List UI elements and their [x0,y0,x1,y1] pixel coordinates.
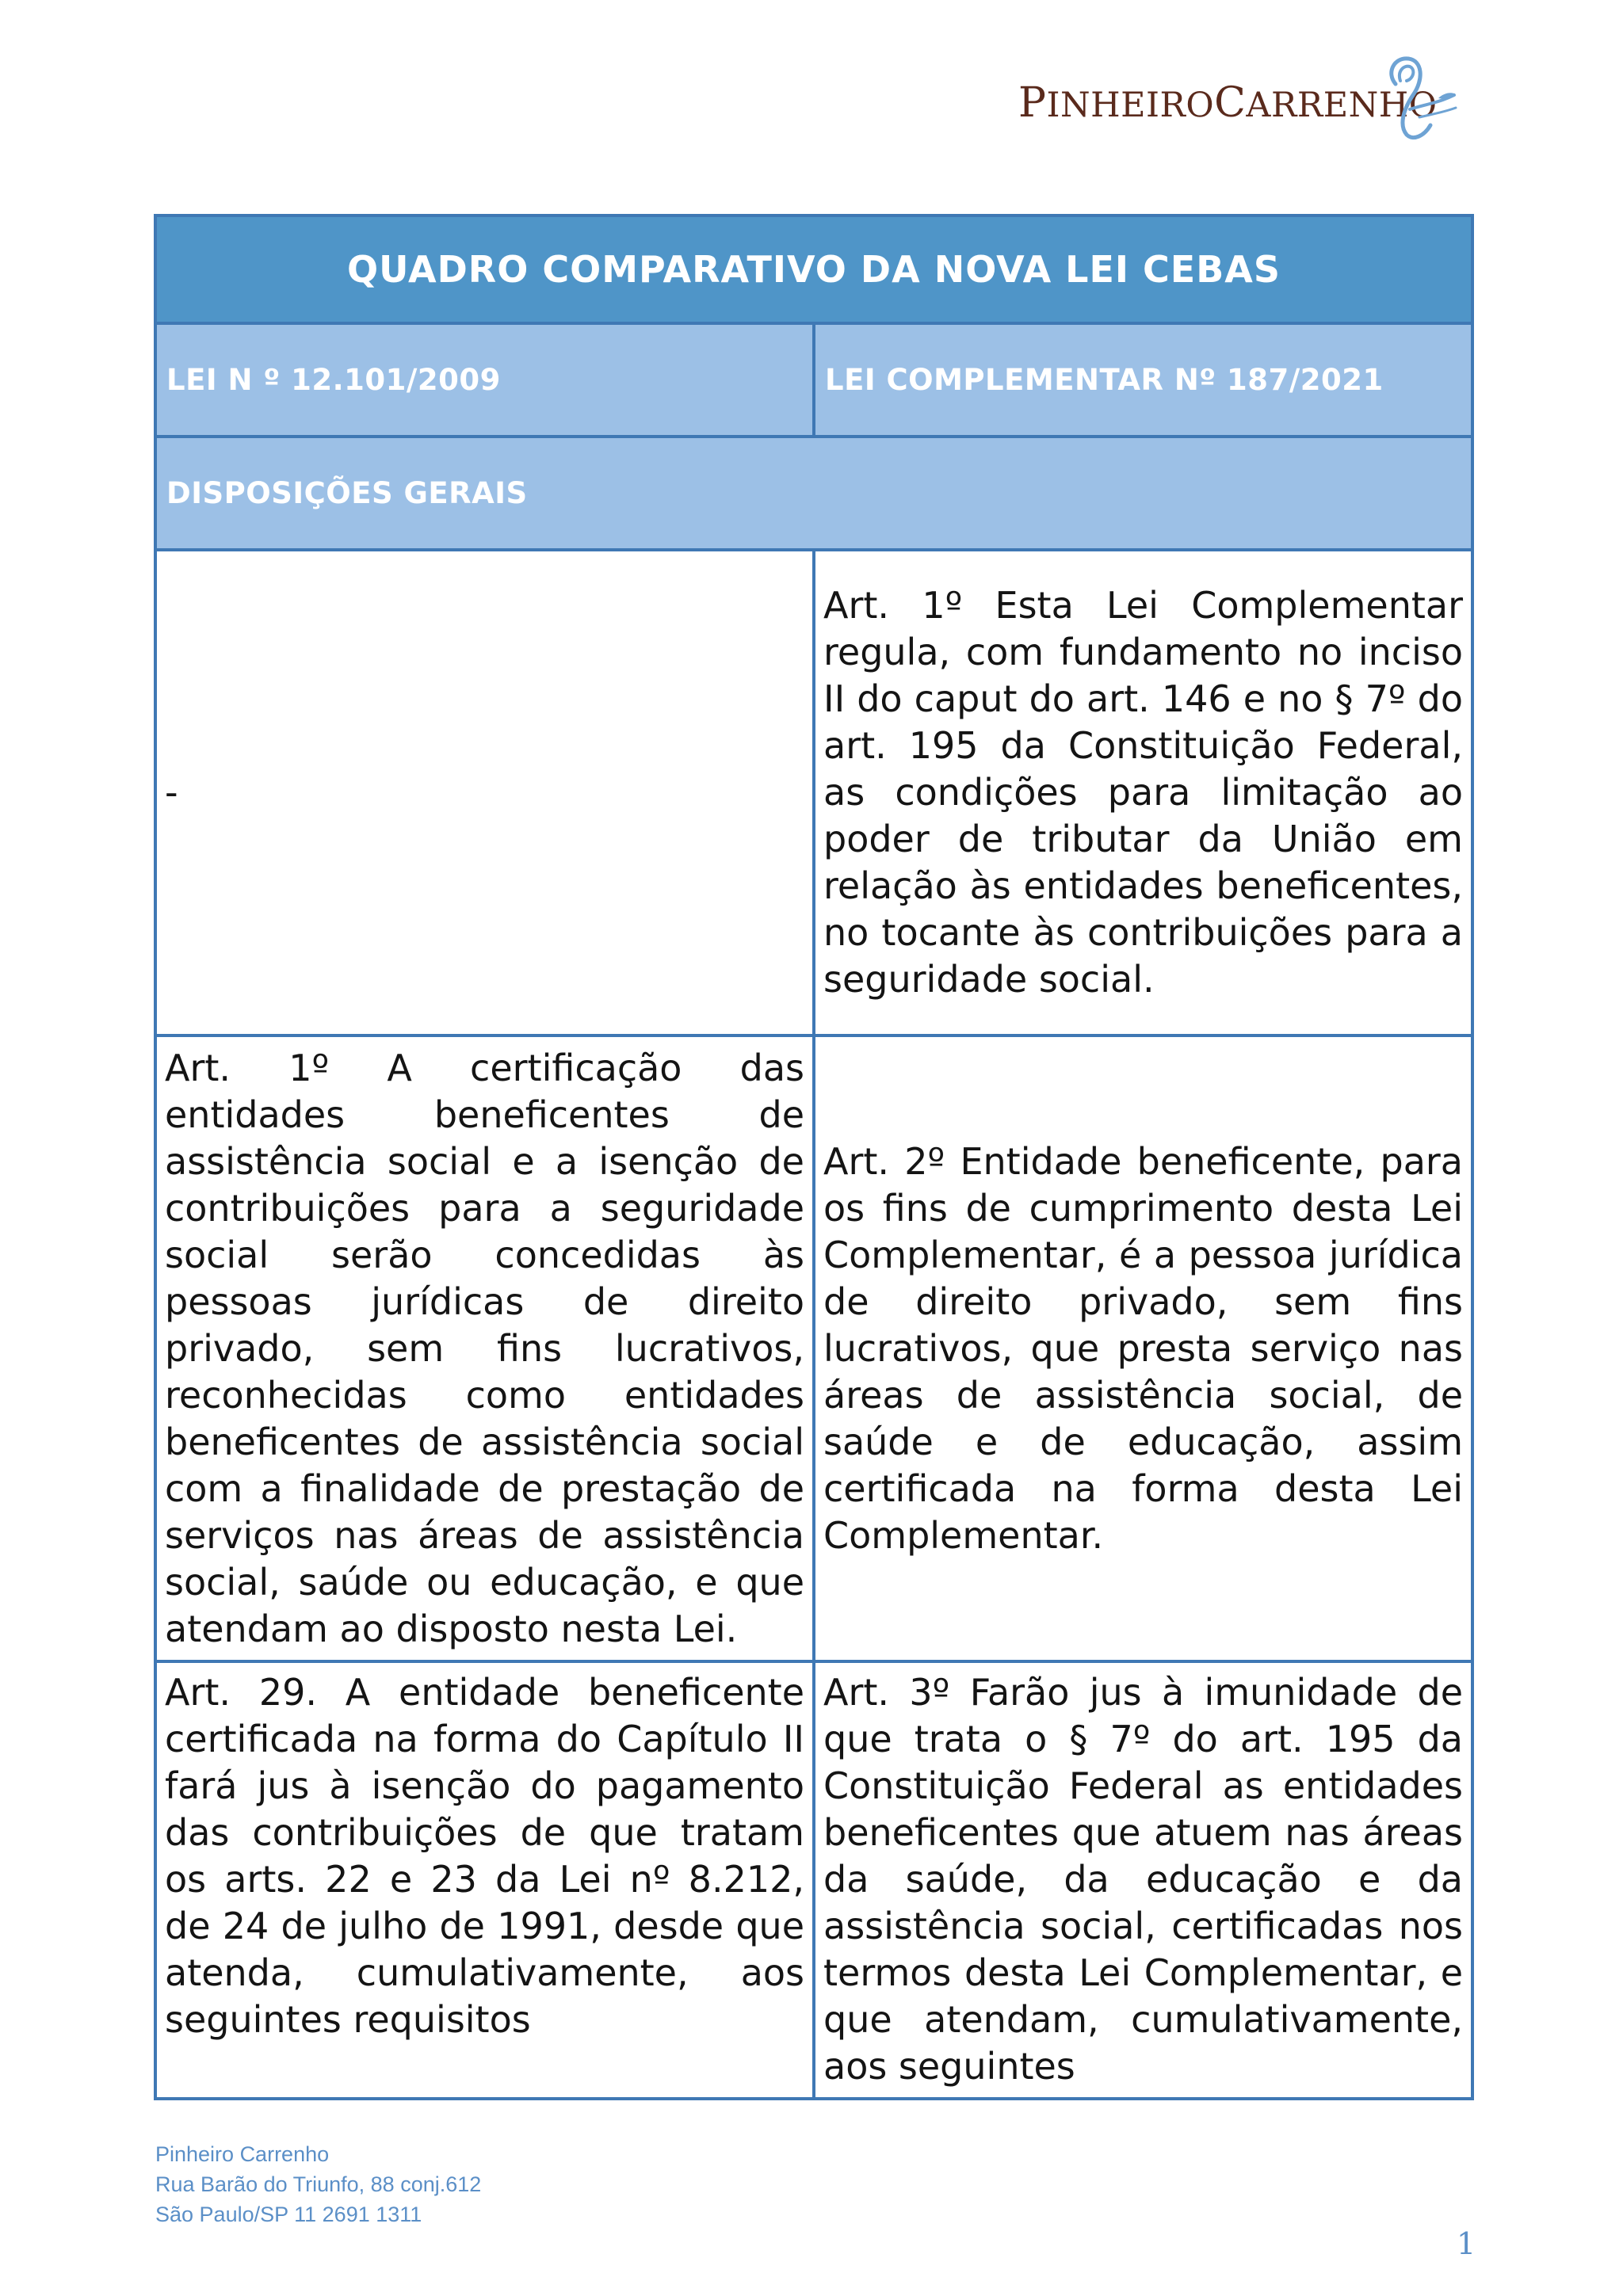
table-row [155,1035,1472,1661]
comparison-table [154,214,1474,2100]
column-header-old-law: LEI N º 12.101/2009 [155,323,814,437]
old-law-cell: Art. 29. A entidade beneficente certificada na forma do Capítulo II fará jus à isenção do pagamento das contribuições de que tratam os arts. 22 e 23 da Lei nº 8.212, de 24 de julho de 1991, desde que atenda, cumulativamente, aos seguintes requisitos [155,1661,814,2099]
page-number: 1 [1457,2226,1476,2261]
table-row [155,550,1472,1035]
footer-street: Rua Barão do Triunfo, 88 conj.612 [155,2172,482,2196]
new-law-cell: Art. 2º Entidade beneficente, para os fins de cumprimento desta Lei Complementar, é a pessoa jurídica de direito privado, sem fins lucrativos, que presta serviço nas áreas de assistência social, de saúde e de educação, assim certificada na forma desta Lei Complementar. [814,1035,1472,1661]
table-row [155,1661,1472,2099]
company-logo [1018,49,1462,144]
footer-address [155,2139,481,2229]
new-law-cell: Art. 3º Farão jus à imunidade de que trata o § 7º do art. 195 da Constituição Federal as entidades beneficentes que atuem nas áreas da saúde, da educação e da assistência social, certificadas nos termos desta Lei Complementar, e que atendam, cumulativamente, aos seguintes [814,1661,1472,2099]
column-header-new-law: LEI COMPLEMENTAR Nº 187/2021 [814,323,1472,437]
logo-swirl-icon [1372,49,1459,144]
table-title: QUADRO COMPARATIVO DA NOVA LEI CEBAS [155,215,1472,323]
footer-company: Pinheiro Carrenho [155,2142,330,2166]
section-header: DISPOSIÇÕES GERAIS [155,437,1472,550]
old-law-cell: - [155,550,814,1035]
logo-wordmark: PINHEIROCARRENHO [1018,79,1438,127]
footer-city-phone: São Paulo/SP 11 2691 1311 [155,2203,422,2226]
old-law-cell: Art. 1º A certificação das entidades beneficentes de assistência social e a isenção de contribuições para a seguridade social serão concedidas às pessoas jurídicas de direito privado, sem fins lucrativos, reconhecidas como entidades beneficentes de assistência social com a finalidade de prestação de serviços nas áreas de assistência social, saúde ou educação, e que atendam ao disposto nesta Lei. [155,1035,814,1661]
new-law-cell: Art. 1º Esta Lei Complementar regula, com fundamento no inciso II do caput do art. 146 e no § 7º do art. 195 da Constituição Federal, as condições para limitação ao poder de tributar da União em relação às entidades beneficentes, no tocante às contribuições para a seguridade social. [814,550,1472,1035]
